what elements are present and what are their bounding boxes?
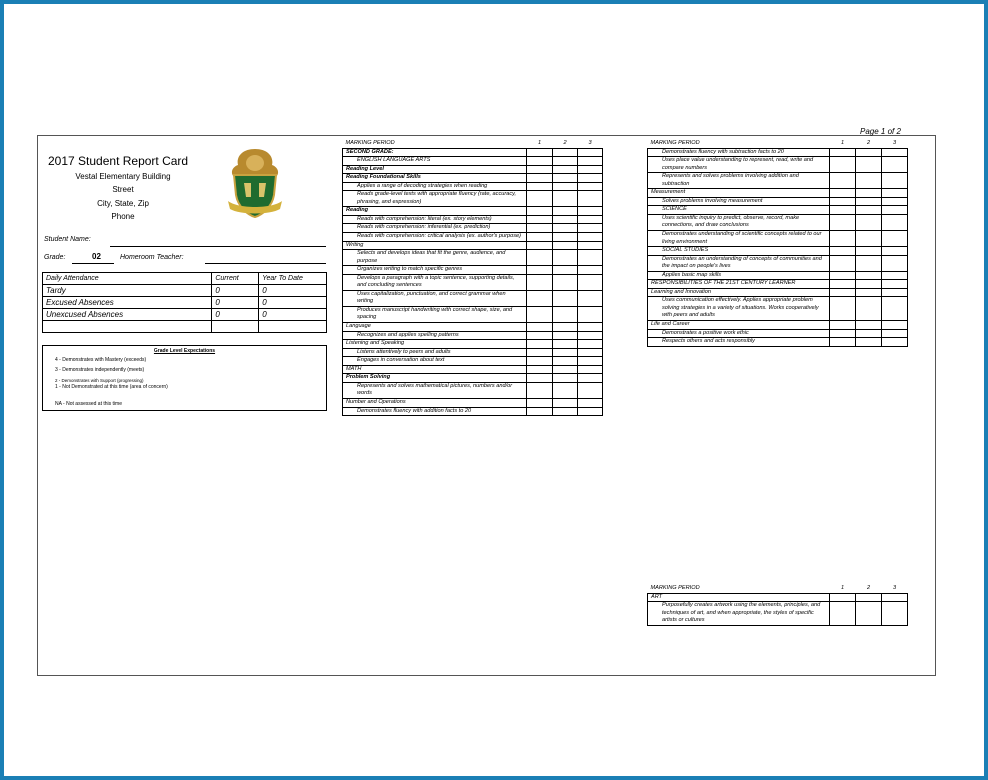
grade-cell xyxy=(882,297,908,321)
skill-label: Engages in conversation about text xyxy=(343,357,527,366)
skill-label: SCIENCE xyxy=(648,206,830,215)
attendance-ytd: 0 xyxy=(259,285,327,297)
grade-cell xyxy=(578,357,603,366)
grade-cell xyxy=(578,215,603,224)
grade-row xyxy=(343,165,603,174)
skill-label: Represents and solves mathematical pictures, numbers and/or words xyxy=(343,382,527,398)
grade-cell xyxy=(882,280,908,289)
grade-row xyxy=(648,329,908,338)
grade-cell xyxy=(882,206,908,215)
grade-cell xyxy=(830,173,856,189)
skill-label: Selects and develops ideas that fit the genre, audience, and purpose xyxy=(343,250,527,266)
attendance-row xyxy=(43,297,327,309)
grade-row xyxy=(343,382,603,398)
skill-label: Demonstrates understanding of scientific concepts related to our living environment xyxy=(648,231,830,247)
attendance-current: 0 xyxy=(212,285,259,297)
student-name-line xyxy=(110,246,326,247)
skill-label: Reads grade-level texts with appropriate fluency (rate, accuracy, phrasing, and expression) xyxy=(343,191,527,207)
attendance-header: Daily Attendance xyxy=(43,273,212,285)
grade-row xyxy=(343,250,603,266)
grade-cell xyxy=(527,182,553,191)
grade-cell xyxy=(527,365,553,374)
skill-label: Reading Level xyxy=(343,165,527,174)
skill-label: Number and Operations xyxy=(343,398,527,407)
grade-cell xyxy=(578,407,603,416)
grade-row xyxy=(648,231,908,247)
grade-cell xyxy=(578,365,603,374)
grade-cell xyxy=(578,165,603,174)
grade-cell xyxy=(856,255,882,271)
grade-cell xyxy=(830,288,856,297)
grade-cell xyxy=(527,290,553,306)
homeroom-teacher-line xyxy=(205,263,326,264)
grade-cell xyxy=(527,207,553,216)
grade-cell xyxy=(856,271,882,280)
grade-cell xyxy=(856,206,882,215)
period-number: 1 xyxy=(537,140,542,146)
grade-row xyxy=(343,323,603,332)
grade-cell xyxy=(578,224,603,233)
grade-cell xyxy=(882,231,908,247)
skill-label: Applies a range of decoding strategies when reading xyxy=(343,182,527,191)
skill-label: Demonstrates fluency with subtraction facts to 20 xyxy=(648,148,830,157)
grade-cell xyxy=(856,321,882,330)
grade-row xyxy=(648,271,908,280)
grade-cell xyxy=(882,602,908,626)
grade-row xyxy=(343,224,603,233)
grade-cell xyxy=(553,165,578,174)
skill-label: RESPONSIBILITIES OF THE 21ST CENTURY LEARNER xyxy=(648,280,830,289)
grade-row xyxy=(343,148,603,157)
grade-row xyxy=(343,182,603,191)
skill-label: Reads with comprehension: critical analysis (ex. author's purpose) xyxy=(343,233,527,242)
grade-cell xyxy=(882,255,908,271)
skill-label: MATH xyxy=(343,365,527,374)
period-number: 3 xyxy=(588,140,592,146)
grade-line xyxy=(72,263,114,264)
grade-cell xyxy=(527,331,553,340)
expectation-line: 1 - Not Demonstrated at this time (area of concern) xyxy=(55,384,168,390)
attendance-ytd: 0 xyxy=(259,297,327,309)
expectation-line: 2 - Demonstrates with Support (progressing) xyxy=(55,378,144,383)
grade-cell xyxy=(830,197,856,206)
school-phone: Phone xyxy=(111,212,135,221)
grade-cell xyxy=(578,348,603,357)
grade-cell xyxy=(527,224,553,233)
grade-cell xyxy=(553,191,578,207)
attendance-ytd: 0 xyxy=(259,309,327,321)
grade-row xyxy=(343,274,603,290)
attendance-row xyxy=(43,285,327,297)
grade-row xyxy=(343,365,603,374)
school-city: City, State, Zip xyxy=(97,199,149,208)
grade-cell xyxy=(578,157,603,166)
grade-cell xyxy=(527,174,553,183)
grade-row xyxy=(343,157,603,166)
grade-cell xyxy=(856,280,882,289)
skill-label: SOCIAL STUDIES xyxy=(648,247,830,256)
grade-cell xyxy=(527,241,553,250)
grade-cell xyxy=(578,290,603,306)
marking-period-label: MARKING PERIOD xyxy=(648,585,830,593)
grade-cell xyxy=(830,247,856,256)
skill-label: Uses capitalization, punctuation, and correct grammar when writing xyxy=(343,290,527,306)
skill-label: Writing xyxy=(343,241,527,250)
grade-row xyxy=(648,297,908,321)
grade-row xyxy=(343,348,603,357)
grade-cell xyxy=(553,207,578,216)
grade-cell xyxy=(527,398,553,407)
expectation-line: NA - Not assessed at this time xyxy=(55,401,122,407)
attendance-label: Tardy xyxy=(43,285,212,297)
grade-cell xyxy=(882,157,908,173)
skill-label: Produces manuscript handwriting with correct shape, size, and spacing xyxy=(343,306,527,322)
grade-label: Grade: xyxy=(44,254,66,261)
period-number: 2 xyxy=(866,585,871,591)
grade-row xyxy=(343,174,603,183)
grade-cell xyxy=(553,348,578,357)
grade-row xyxy=(648,338,908,347)
grade-row xyxy=(648,189,908,198)
grade-row xyxy=(343,331,603,340)
skill-label: Organizes writing to match specific genres xyxy=(343,266,527,275)
grade-level-heading: SECOND GRADE: xyxy=(343,148,527,157)
grade-row xyxy=(343,207,603,216)
period-number: 2 xyxy=(563,140,567,146)
grade-cell xyxy=(830,189,856,198)
middle-grades-table xyxy=(342,140,603,416)
grade-cell xyxy=(578,323,603,332)
skill-label: Reads with comprehension: literal (ex. story elements) xyxy=(343,215,527,224)
grade-cell xyxy=(882,197,908,206)
marking-period-label: MARKING PERIOD xyxy=(343,140,527,148)
grade-cell xyxy=(578,398,603,407)
grade-cell xyxy=(830,231,856,247)
period-number: 3 xyxy=(892,140,897,146)
grade-cell xyxy=(578,233,603,242)
grade-cell xyxy=(882,148,908,157)
grade-row xyxy=(343,398,603,407)
grade-cell xyxy=(527,323,553,332)
grade-row xyxy=(343,306,603,322)
grade-cell xyxy=(527,250,553,266)
attendance-row-empty xyxy=(43,321,327,333)
grade-cell xyxy=(578,148,603,157)
grade-row xyxy=(343,266,603,275)
grade-cell xyxy=(527,407,553,416)
expectation-line: 4 - Demonstrates with Mastery (exceeds) xyxy=(55,357,147,363)
grade-cell xyxy=(527,157,553,166)
grade-cell xyxy=(553,306,578,322)
right-grades-table xyxy=(647,140,908,347)
grade-cell xyxy=(856,338,882,347)
grade-cell xyxy=(578,340,603,349)
grade-row xyxy=(648,255,908,271)
grade-cell xyxy=(527,374,553,383)
subject-heading-row xyxy=(648,593,908,602)
skill-label: Measurement xyxy=(648,189,830,198)
skill-label: Applies basic map skills xyxy=(648,271,830,280)
homeroom-teacher-label: Homeroom Teacher: xyxy=(120,254,184,261)
grade-row xyxy=(343,233,603,242)
grade-cell xyxy=(553,148,578,157)
skill-label: Respects others and acts responsibly xyxy=(648,338,830,347)
grade-cell xyxy=(830,338,856,347)
report-title: 2017 Student Report Card xyxy=(48,154,189,168)
marking-period-row xyxy=(648,140,908,148)
grade-row xyxy=(648,206,908,215)
grade-row xyxy=(648,602,908,626)
grade-row xyxy=(343,290,603,306)
page-number: Page 1 of 2 xyxy=(860,127,901,136)
grade-cell xyxy=(578,306,603,322)
grade-cell xyxy=(882,288,908,297)
grade-cell xyxy=(553,323,578,332)
grade-cell xyxy=(882,173,908,189)
skill-label: Demonstrates a positive work ethic xyxy=(648,329,830,338)
grade-cell xyxy=(830,602,856,626)
skill-label: Demonstrates an understanding of concepts of communities and the impact on people's lives xyxy=(648,255,830,271)
period-number: 1 xyxy=(840,140,845,146)
grade-cell xyxy=(578,331,603,340)
grade-cell xyxy=(578,266,603,275)
grade-cell xyxy=(527,233,553,242)
attendance-header: Year To Date xyxy=(259,273,327,285)
grade-cell xyxy=(553,331,578,340)
grade-cell xyxy=(553,250,578,266)
skill-label: Uses scientific inquiry to predict, observe, record, make connections, and draw conclusions xyxy=(648,214,830,230)
grade-cell xyxy=(578,182,603,191)
grade-cell xyxy=(553,233,578,242)
grade-row xyxy=(343,191,603,207)
attendance-table xyxy=(42,272,327,333)
grade-cell xyxy=(578,382,603,398)
grade-cell xyxy=(856,329,882,338)
grade-cell xyxy=(856,231,882,247)
grade-cell xyxy=(553,290,578,306)
grade-row xyxy=(343,215,603,224)
grade-cell xyxy=(553,215,578,224)
grade-row xyxy=(648,288,908,297)
grade-cell xyxy=(856,297,882,321)
grade-cell xyxy=(553,398,578,407)
grade-cell xyxy=(856,602,882,626)
grade-row xyxy=(648,197,908,206)
school-building: Vestal Elementary Building xyxy=(75,172,171,181)
grade-row xyxy=(343,374,603,383)
skill-label: Listens attentively to peers and adults xyxy=(343,348,527,357)
art-label: ART xyxy=(648,593,830,602)
grade-row xyxy=(648,214,908,230)
skill-label: Language xyxy=(343,323,527,332)
grade-cell xyxy=(553,274,578,290)
grade-cell xyxy=(882,247,908,256)
grade-cell xyxy=(578,174,603,183)
skill-label: Problem Solving xyxy=(343,374,527,383)
grade-cell xyxy=(527,274,553,290)
grade-cell xyxy=(830,206,856,215)
grade-cell xyxy=(856,148,882,157)
grade-cell xyxy=(882,329,908,338)
grade-cell xyxy=(578,374,603,383)
skill-label: Recognizes and applies spelling patterns xyxy=(343,331,527,340)
marking-period-row xyxy=(343,140,603,148)
grade-row xyxy=(343,407,603,416)
grade-cell xyxy=(856,173,882,189)
grade-cell xyxy=(830,255,856,271)
grade-cell xyxy=(553,182,578,191)
grade-row xyxy=(648,321,908,330)
grade-cell xyxy=(856,197,882,206)
grade-cell xyxy=(882,271,908,280)
grade-cell xyxy=(856,214,882,230)
grade-value: 02 xyxy=(92,252,101,261)
skill-label: Reading xyxy=(343,207,527,216)
grade-cell xyxy=(578,274,603,290)
grade-cell xyxy=(553,365,578,374)
skill-label: Reading Foundational Skills xyxy=(343,174,527,183)
grade-row xyxy=(648,148,908,157)
school-crest-logo xyxy=(222,145,288,221)
grade-cell xyxy=(553,382,578,398)
attendance-header: Current xyxy=(212,273,259,285)
grade-cell xyxy=(830,214,856,230)
grade-cell xyxy=(578,250,603,266)
grade-row xyxy=(343,241,603,250)
school-street: Street xyxy=(112,185,134,194)
grade-cell xyxy=(553,241,578,250)
grade-cell xyxy=(553,407,578,416)
grade-cell xyxy=(527,340,553,349)
attendance-header-row xyxy=(43,273,327,285)
skill-label: Demonstrates fluency with addition facts to 20 xyxy=(343,407,527,416)
grade-cell xyxy=(882,189,908,198)
skill-label: Represents and solves problems involving addition and subtraction xyxy=(648,173,830,189)
grade-cell xyxy=(830,271,856,280)
grade-cell xyxy=(553,340,578,349)
grade-cell xyxy=(553,357,578,366)
grade-cell xyxy=(553,157,578,166)
grade-cell xyxy=(527,148,553,157)
grade-cell xyxy=(578,191,603,207)
skill-label: Life and Career xyxy=(648,321,830,330)
grade-cell xyxy=(882,338,908,347)
skill-label: Purposefully creates artwork using the elements, principles, and techniques of art, and when appropriate, the styles of specific artists or cultures xyxy=(648,602,830,626)
skill-label: Reads with comprehension: inferential (ex. prediction) xyxy=(343,224,527,233)
grade-cell xyxy=(578,207,603,216)
skill-label: Learning and Innovation xyxy=(648,288,830,297)
grade-cell xyxy=(553,374,578,383)
grade-cell xyxy=(527,165,553,174)
grade-cell xyxy=(553,224,578,233)
grade-cell xyxy=(527,348,553,357)
attendance-current: 0 xyxy=(212,309,259,321)
student-name-label: Student Name: xyxy=(44,236,91,243)
grade-cell xyxy=(830,329,856,338)
expectations-title: Grade Level Expectations xyxy=(153,348,216,354)
grade-cell xyxy=(553,266,578,275)
grade-cell xyxy=(882,321,908,330)
grade-cell xyxy=(856,288,882,297)
grade-expectations-box xyxy=(42,345,327,411)
grade-cell xyxy=(856,189,882,198)
grade-row xyxy=(343,340,603,349)
grade-cell xyxy=(830,280,856,289)
skill-label: Uses place value understanding to represent, read, write and compare numbers xyxy=(648,157,830,173)
grade-cell xyxy=(578,241,603,250)
grade-cell xyxy=(856,157,882,173)
grade-row xyxy=(648,173,908,189)
grade-row xyxy=(648,280,908,289)
skill-label: Listening and Speaking xyxy=(343,340,527,349)
grade-cell xyxy=(527,191,553,207)
period-number: 3 xyxy=(892,585,897,591)
grade-cell xyxy=(553,174,578,183)
attendance-label: Excused Absences xyxy=(43,297,212,309)
attendance-label: Unexcused Absences xyxy=(43,309,212,321)
art-grades-table xyxy=(647,585,908,626)
grade-cell xyxy=(527,215,553,224)
grade-cell xyxy=(830,297,856,321)
skill-label: ENGLISH LANGUAGE ARTS xyxy=(343,157,527,166)
grade-cell xyxy=(527,306,553,322)
marking-period-label: MARKING PERIOD xyxy=(648,140,830,148)
grade-cell xyxy=(830,321,856,330)
grade-row xyxy=(343,357,603,366)
grade-cell xyxy=(830,157,856,173)
grade-cell xyxy=(527,357,553,366)
period-number: 2 xyxy=(866,140,871,146)
skill-label: Solves problems involving measurement xyxy=(648,197,830,206)
grade-cell xyxy=(856,247,882,256)
grade-cell xyxy=(830,148,856,157)
period-number: 1 xyxy=(840,585,845,591)
grade-cell xyxy=(882,214,908,230)
grade-row xyxy=(648,157,908,173)
expectation-line: 3 - Demonstrates independently (meets) xyxy=(55,367,145,373)
skill-label: Develops a paragraph with a topic sentence, supporting details, and concluding sentences xyxy=(343,274,527,290)
attendance-row xyxy=(43,309,327,321)
grade-cell xyxy=(527,266,553,275)
skill-label: Uses communication effectively. Applies appropriate problem solving strategies in a variety of situations. Works cooperatively with peers and adults xyxy=(648,297,830,321)
grade-cell xyxy=(527,382,553,398)
attendance-current: 0 xyxy=(212,297,259,309)
marking-period-row xyxy=(648,585,908,593)
grade-row xyxy=(648,247,908,256)
